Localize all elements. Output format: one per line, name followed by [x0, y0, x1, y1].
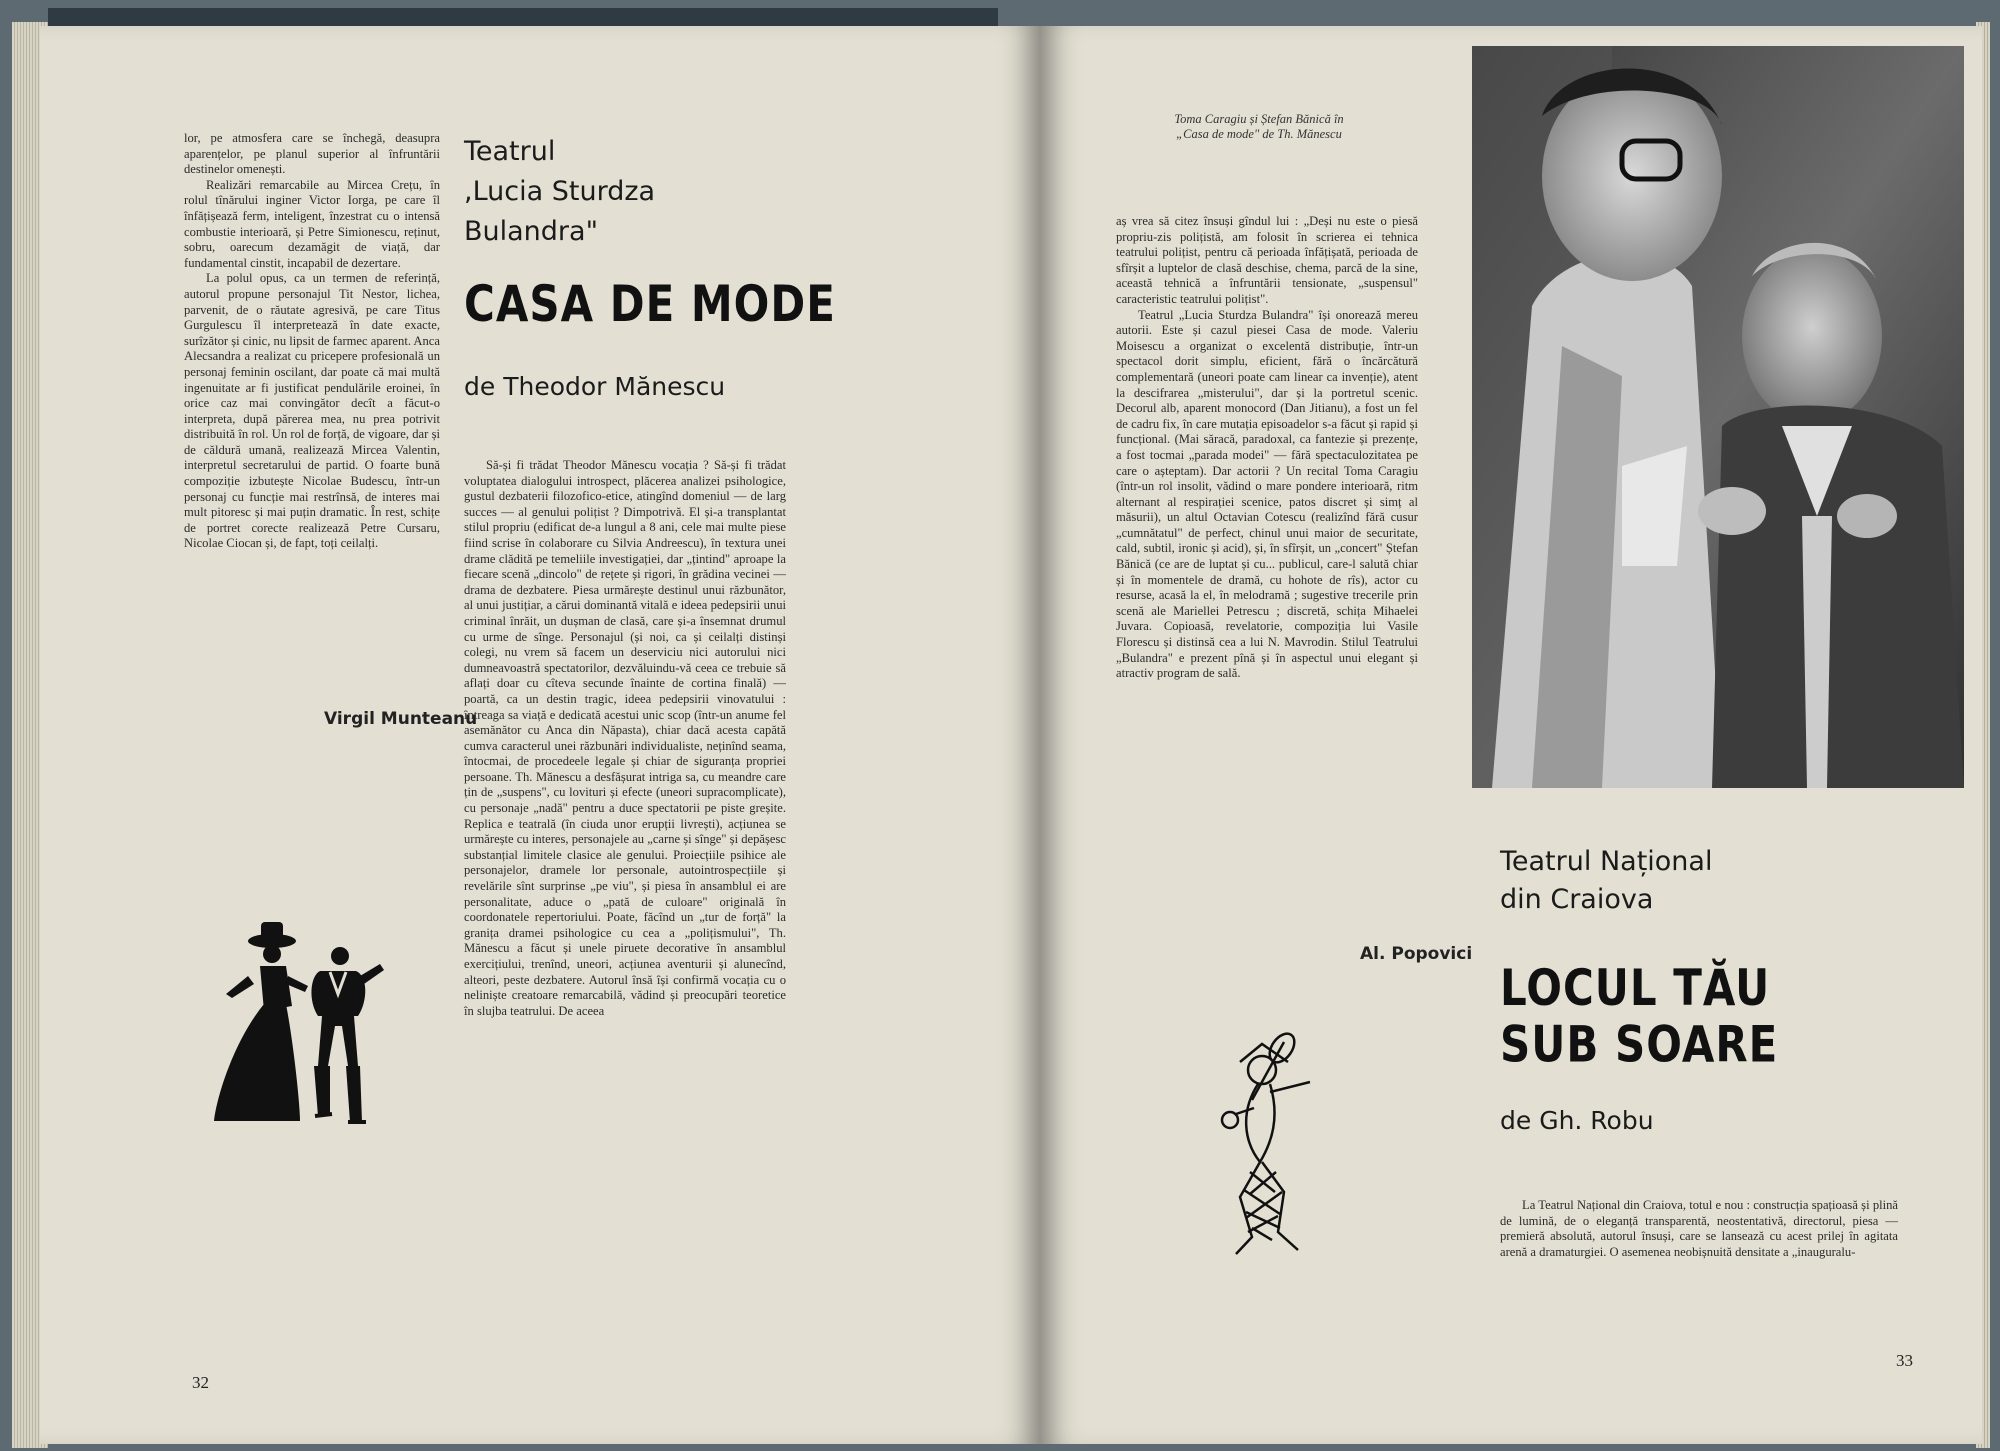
paragraph: La polul opus, ca un termen de referință, autorul propune personajul Tit Nestor, lichea, parvenit, de o răutate agresivă, pe care Titus Gurgulescu îl interpretează în date exacte, surîzător și cinic, nu lipsit de farmec aparent. Anca Alecsandra a realizat cu pricepere profesională un personaj feminin oscilant, dar poate că mai multă ingenuitate ar fi justificat pendulările eroinei, în orice caz mai convingător decît a făcut-o interpreta, după părerea mea, nu prea potrivit distribuită în rol. Un rol de forță, de vigoare, dar și de căldură umană, realizează Mircea Valentin, interpretul secretarului de partid. O foarte bună compoziție izbutește Nicolae Budescu, într-un personaj cu funcție mai restrînsă, de interes mai mult pitoresc și mai puțin dramatic. În rest, schițe de portret corecte realizează Petre Cursaru, Nicolae Ciocan și, de fapt, toți ceilalți.	[184, 271, 440, 551]
review-column-3	[1116, 214, 1418, 682]
signature-al-popovici: Al. Popovici	[1360, 944, 1473, 964]
paragraph: aș vrea să citez însuși gîndul lui : „Deși nu este o piesă propriu-zis polițistă, am folosit în scrierea ei tehnica teatrului polițist, pentru că perioada înfățișată, perioada de sfîrșit a luptelor de clasă deschise, chema, parcă de la sine, această tehnică a înfruntării tensionate, „suspensul" caracteristic teatrului polițist".	[1116, 214, 1418, 306]
caption-line: Toma Caragiu și Ștefan Bănică în	[1174, 112, 1344, 126]
signature-virgil-munteanu: Virgil Munteanu	[324, 709, 478, 729]
illustration-couple	[190, 916, 430, 1156]
kicker-line: din Craiova	[1500, 884, 1654, 915]
paragraph: La Teatrul Național din Craiova, totul e nou : construcția spațioasă și plină de lumină, de o eleganță transparentă, neostentativă, directorul, piesa — premieră absolută, autorul însuși, care se lansează cu acest prilej în agitata arenă a dramaturgiei. O asemenea neobișnuită densitate a „inauguralu-	[1500, 1198, 1898, 1259]
play-title	[1500, 960, 1778, 1073]
review-column-1	[184, 131, 440, 552]
page-number: 33	[1896, 1351, 1913, 1370]
paragraph: Să-și fi trădat Theodor Mănescu vocația ? Să-și fi trădat voluptatea dialogului introspect, plăcerea analizei psihologice, gustul dezbaterii filozofico-etice, atingînd domeniul — de larg succes — al genului polițist ? Dimpotrivă. El și-a transplantat stilul propriu (edificat de-a lungul a 8 ani, cele mai multe piese fiind scrise în colaborare cu Silvia Andreescu), în textura unei drame clădită pe temeliile investigației, dar „țintind" aproape la fiecare scenă „dincolo" de rețete și rigori, în grădina vecinei — drama de dezbatere. Piesa urmărește destinul unui răzbunător, al unui justițiar, a cărui dominantă vitală e ideea pedepsirii unui criminal înrăit, un dușman de clasă, care și-a însemnat drumul cu urme de sînge. Personajul (și noi, ca și ceilalți distinși colegi, nu vrem să facem un deserviciu nici autorului nici dumneavoastră spectatorilor, dezvăluindu-vă ceea ce trebuie să aflați doar cu cîteva secunde înainte de cortina finală) — poartă, ca un destin tragic, ideea pedepsirii vinovatului : întreaga sa viață e dedicată acestui unic scop (într-un anume fel asemănător cu Anca din Năpasta), chiar dacă acesta capătă cumva caracterul unei răzbunări individualiste, neținînd seama, întocmai, de procedeele legale și chiar de siguranța propriei persoane. Th. Mănescu a desfășurat intriga sa, cu meandre care țin de „suspens", cu lovituri și efecte (uneori supracomplicate), cu personaje „nadă" pentru a duce spectatorii pe piste greșite. Replica e teatrală (în ciuda unor erupții livrești), acțiunea se urmărește cu interes, personajele au „carne și sînge" și depășesc substanțial limitele clasice ale genului. Proiecțiile psihice ale personajelor, dramele lor personale, autointrospecțiile și revelările sînt surprinse „pe viu", și piesa în ansamblul ei are personalitate, aduce o „pată de culoare" originală în coordonatele repertoriului. Poate, făcînd un „tur de forță" la granița dramei psihologice cu cea a „polițismului", Th. Mănescu a făcut și unele piruete decorative în ansamblul exercițiului, trenînd, uneori, acțiunea aventurii și alunecînd, alteori, peste dezbatere. Autorul însă își confirmă vocația cu o neliniște creatoare remarcabilă, vădind și preocupări teoretice în slujba teatrului. De aceea	[464, 458, 786, 1018]
paragraph: Teatrul „Lucia Sturdza Bulandra" își onorează mereu autorii. Este și cazul piesei Casa de mode. Valeriu Moisescu a organizat o excelentă distribuție, într-un spectacol dorit simplu, eficient, fără o încărcătură complementară (uneori poate cam linear ca invenție), atent la descifrarea „misterului", dar și la portretul scenic. Decorul alb, aparent monocord (Dan Jitianu), a fost un fel de cadru fix, în care mutația episoadelor s-a făcut și rapid și funcțional. (Mai săracă, paradoxal, ca fantezie și prezențe, a fost tocmai „parada modei" — fără spectaculozitatea pe care o așteptam). Dar actorii ? Un recital Toma Caragiu (într-un rol insolit, vădind o mare pondere interioară, ritm alternant al respirației scenice, patos discret și simț al măsurii), un altul Octavian Cotescu (realizînd fără cusur „cumnătatul" de perfect, chinul unui maior de securitate, cald, subtil, ironic și acid), și, în sfîrșit, un „concert" Ștefan Bănică (ce are de luptat și cu... publicul, care-l salută chiar și în momentele de dramă, cu hohote de rîs), actor cu resurse, acasă la el, în melodramă ; sugestive trecerile prin scenă ale Mariellei Petrescu ; discretă, schița Mihaelei Juvara. Copioasă, revelatorie, compoziția lui Vasile Florescu și distinsă cea a lui N. Mavrodin. Stilul Teatrului „Bulandra" e prezent pînă și în aspectul unui elegant și atractiv program de sală.	[1116, 307, 1418, 681]
kicker-line: Teatrul Național	[1500, 846, 1713, 877]
play-title-line: LOCUL TĂU	[1500, 958, 1771, 1017]
review-column-4	[1500, 1198, 1898, 1260]
illustration-harlequin-violinist	[1200, 1022, 1350, 1262]
paragraph: lor, pe atmosfera care se închegă, deasupra aparențelor, pe planul superior al înfruntării destinelor omenești.	[184, 131, 440, 177]
review-column-2	[464, 458, 786, 1019]
play-author: de Gh. Robu	[1500, 1106, 1654, 1135]
kicker-line: ,Lucia Sturdza	[464, 176, 656, 207]
left-page	[40, 26, 1040, 1444]
play-title: CASA DE MODE	[464, 274, 836, 333]
kicker-line: Bulandra"	[464, 216, 598, 247]
photo-caption	[1094, 112, 1424, 142]
photo-toma-caragiu-stefan-banica	[1472, 46, 1964, 788]
play-author: de Theodor Mănescu	[464, 372, 726, 401]
book-cover-edge	[48, 8, 998, 28]
right-page	[1040, 26, 1982, 1444]
magazine-spread	[12, 8, 1990, 1448]
caption-line: „Casa de mode" de Th. Mănescu	[1176, 127, 1342, 141]
kicker-line: Teatrul	[464, 136, 556, 167]
paragraph: Realizări remarcabile au Mircea Crețu, în rolul tînărului inginer Victor Iorga, pe care îl înfățișează ferm, inteligent, înzestrat cu o intensă combustie interioară, și Petre Simionescu, reținut, sobru, oarecum dezamăgit de viață, dar fundamental cinstit, incapabil de dezertare.	[184, 177, 440, 270]
play-title-line: SUB SOARE	[1500, 1015, 1779, 1074]
page-number: 32	[192, 1373, 209, 1392]
